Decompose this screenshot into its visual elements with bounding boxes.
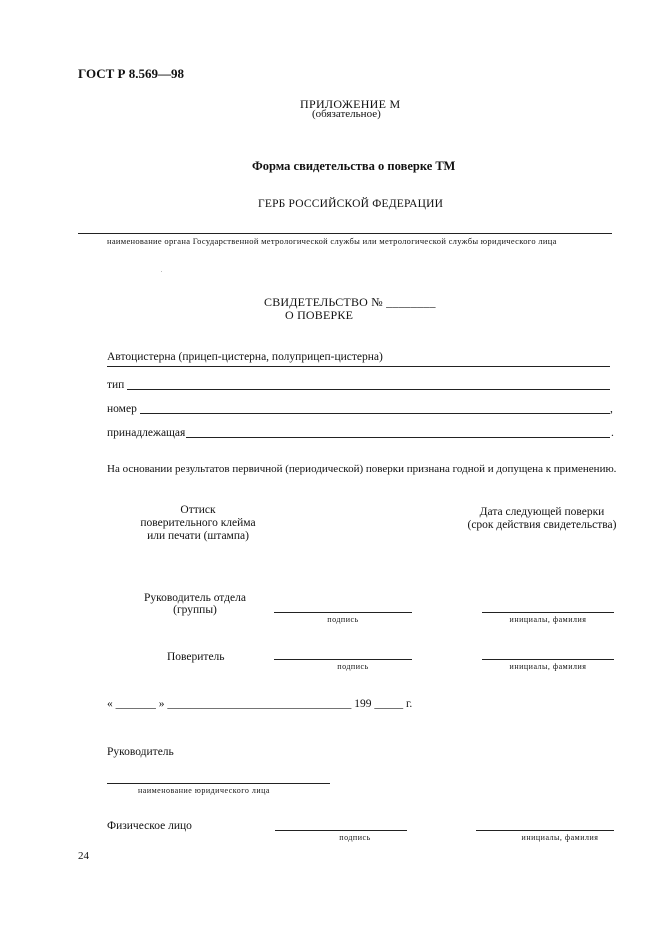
stamp-line-3: или печати (штампа) [147, 530, 249, 542]
next-date-line-2: (срок действия свидетельства) [467, 519, 617, 531]
verifier-signature-line [274, 659, 412, 660]
org-name-caption: наименование органа Государственной метрологической службы или метрологической службы юридического лица [107, 236, 557, 246]
basis-text: На основании результатов первичной (периодической) поверки признана годной и допущена к применению. [107, 463, 617, 475]
dept-head-label [125, 592, 265, 616]
org-name-line [78, 233, 612, 234]
verifier-initials-line [482, 659, 614, 660]
individual-initials-caption: инициалы, фамилия [521, 833, 599, 842]
legal-entity-caption: наименование юридического лица [138, 786, 270, 795]
dept-head-signature-caption: подпись [327, 615, 359, 624]
form-title: Форма свидетельства о поверке ТМ [252, 159, 456, 173]
page-number: 24 [78, 850, 89, 862]
date-line [107, 698, 412, 710]
dept-head-signature-line [274, 612, 412, 613]
vehicle-line [107, 366, 610, 367]
verifier-initials-caption: инициалы, фамилия [509, 662, 587, 671]
stamp-line-1: Оттиск [180, 504, 216, 516]
date-year-suffix: г. [406, 698, 413, 710]
individual-signature-line [275, 830, 407, 831]
type-line [127, 389, 610, 390]
dept-head-initials-line [482, 612, 614, 613]
standard-code: ГОСТ Р 8.569—98 [78, 66, 184, 81]
date-year-blank: _____ [374, 698, 404, 710]
individual-signature-caption: подпись [339, 833, 371, 842]
vehicle-label: Автоцистерна (прицеп-цистерна, полуприцеп-цистерна) [107, 351, 383, 363]
next-date-label [462, 506, 622, 532]
speck [161, 271, 162, 272]
type-label: тип [107, 379, 125, 391]
stamp-label [118, 504, 278, 543]
date-day-blank: _______ [115, 698, 156, 710]
individual-label: Физическое лицо [107, 820, 192, 832]
owner-line-period: . [611, 427, 614, 439]
next-date-line-1: Дата следующей поверки [479, 506, 605, 518]
dept-head-line-2: (группы) [173, 604, 217, 616]
coat-of-arms-label: ГЕРБ РОССИЙСКОЙ ФЕДЕРАЦИИ [258, 198, 444, 210]
date-close-quote: » [158, 698, 165, 710]
appendix-title: ПРИЛОЖЕНИЕ М [300, 97, 401, 111]
stamp-line-2: поверительного клейма [140, 517, 256, 529]
verifier-signature-caption: подпись [337, 662, 369, 671]
date-open-quote: « [107, 698, 113, 710]
verifier-label: Поверитель [167, 651, 225, 663]
number-label: номер [107, 403, 137, 415]
dept-head-initials-caption: инициалы, фамилия [509, 615, 587, 624]
owner-line [186, 437, 610, 438]
head-label: Руководитель [107, 746, 174, 758]
number-line [140, 413, 610, 414]
date-year-prefix: 199 [354, 698, 372, 710]
certificate-subtitle: О ПОВЕРКЕ [285, 308, 354, 322]
appendix-status: (обязательное) [312, 108, 381, 120]
legal-entity-line [107, 783, 330, 784]
owner-label: принадлежащая [107, 427, 186, 439]
date-month-blank: ________________________________ [167, 698, 352, 710]
number-line-comma: , [610, 403, 613, 415]
certificate-number-line: СВИДЕТЕЛЬСТВО № ________ [264, 295, 436, 309]
dept-head-line-1: Руководитель отдела [144, 592, 246, 604]
individual-initials-line [476, 830, 614, 831]
